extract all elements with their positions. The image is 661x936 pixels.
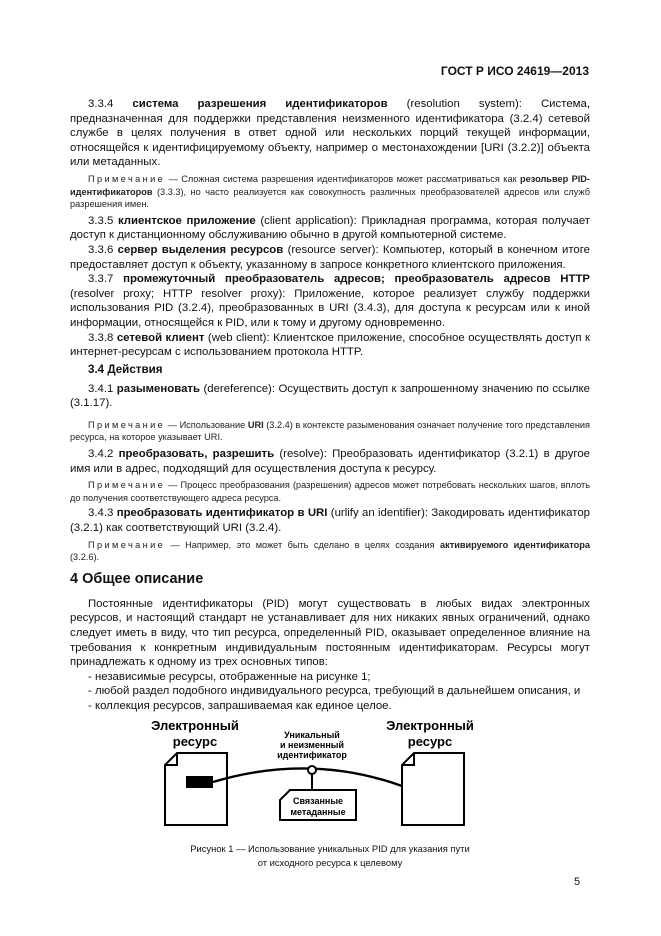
term: сетевой клиент (116, 331, 205, 344)
definition-3-4-3 (70, 506, 590, 535)
general-description-paragraph: Постоянные идентификаторы (PID) могут существовать в любых видах электронных ресурсов, и настоящий стандарт не устанавливает для них никаких явных ограничений, однако следует иметь в виду, что тип ресурса, определенный PID, оказывает определенное влияние на требования к конкретным индивидуальным постоянным идентификаторам. Ресурсы могут принадлежать к одному из трех основных типов: (70, 597, 590, 669)
clause-number: 3.4.3 (88, 507, 114, 520)
definition-3-3-5 (70, 214, 590, 243)
note-text: (3.3.3), но часто реализуется как совокупность различных преобразователей адресов или служб разрешения имен. (70, 186, 590, 210)
pid-node-icon (308, 766, 316, 774)
figure-caption (140, 842, 520, 870)
note-term: URI (247, 419, 264, 430)
source-identifier-block (186, 776, 213, 788)
note-text: — Использование (165, 419, 248, 430)
term: клиентское приложение (117, 214, 256, 227)
source-document-icon (165, 753, 227, 825)
term: преобразовать идентификатор в URI (116, 507, 328, 520)
definition-3-3-6 (70, 243, 590, 272)
clause-number: 3.3.8 (88, 331, 114, 344)
metadata-label: Связанные (292, 795, 344, 806)
note-1 (70, 173, 590, 211)
term: разыменовать (116, 382, 200, 395)
note-text: — Процесс преобразования (разрешения) адресов может потребовать нескольких шагов, вплоть до получения соответствующего адреса ресурса. (70, 480, 590, 503)
definition-text: (dereference): Осуществить доступ к запрошенному значению по ссылке (3.1.17). (70, 382, 590, 410)
caption-line: от исходного ресурса к целевому (257, 856, 403, 868)
clause-number: 3.4.1 (88, 382, 114, 395)
figure-1-diagram (130, 714, 480, 838)
section-heading-3-4: 3.4 Действия (88, 362, 163, 376)
note-text: — Например, это может быть сделано в целях создания (165, 539, 440, 550)
caption-line: Рисунок 1 — Использование уникальных PID для указания пути (190, 842, 470, 854)
definition-text: (resource server): Компьютер, который в конечном итоге предоставляет доступ к объекту, указанному в запросе конкретного клиентского приложения. (70, 243, 590, 271)
term: сервер выделения ресурсов (117, 243, 284, 256)
section-heading-4: 4 Общее описание (70, 570, 204, 587)
definition-text: (resolution system): Система, предназначенная для поддержки представления неизменного идентификатора (3.2.4) сетевой службе в целях получения в ответ одной или нескольких порций текущей информации, относящейся к идентифицируемому объекту, например о местонахождении [URI (3.2.2)] объекта или метаданных. (70, 98, 590, 169)
clause-number: 3.3.7 (88, 273, 114, 286)
identifier-label: и неизменный (279, 739, 345, 750)
note-label: Примечание (88, 539, 166, 550)
list-item: - коллекция ресурсов, запрашиваемая как единое целое. (88, 699, 392, 712)
definition-text: (client application): Прикладная программа, которая получает доступ к дистанционному обслуживанию обычно в другой компьютерной системе. (70, 214, 591, 242)
document-header: ГОСТ Р ИСО 24619—2013 (440, 64, 589, 78)
metadata-label: метаданные (290, 806, 346, 817)
note-2 (70, 419, 590, 444)
definition-text: (resolve): Преобразовать идентификатор (3.2.1) в другое имя или в адрес, подходящий для осуществления доступа к ресурсу. (70, 448, 590, 475)
clause-number: 3.4.2 (88, 448, 114, 461)
identifier-label: Уникальный (284, 729, 340, 740)
note-3 (70, 479, 590, 504)
term: система разрешения идентификаторов (132, 98, 388, 110)
note-label: Примечание (88, 419, 166, 430)
definition-3-3-7 (70, 272, 590, 330)
note-text: (3.2.6). (70, 552, 100, 563)
left-resource-label: Электронный (151, 717, 239, 733)
list-item: - любой раздел подобного индивидуального ресурса, требующий в дальнейшем описания, и (88, 685, 581, 698)
target-document-icon (402, 753, 464, 825)
document-body (70, 97, 590, 870)
clause-number: 3.3.6 (88, 243, 114, 256)
note-term: активируемого идентификатора (439, 539, 590, 550)
left-resource-label: ресурс (172, 733, 218, 749)
definition-3-3-4 (70, 97, 590, 170)
note-label: Примечание (88, 480, 166, 491)
note-4 (70, 539, 590, 564)
term: преобразовать, разрешить (118, 448, 275, 461)
page-number: 5 (574, 876, 581, 888)
identifier-label: идентификатор (277, 749, 347, 760)
clause-number: 3.3.4 (88, 98, 114, 110)
definition-3-4-1 (70, 382, 590, 411)
definition-text: (resolver proxy; HTTP resolver proxy): Приложение, которое реализует службу поддержки использования PID (3.2.4), преобразованных в URI (3.4.3), для доступа к ресурсам или к иной информации, относящейся к PID, или к тому и другому одновременно. (70, 287, 590, 329)
definition-3-3-8 (70, 331, 590, 360)
right-resource-label: Электронный (386, 717, 474, 733)
definition-text: (web client): Клиентское приложение, способное осуществлять доступ к интернет-ресурсам с использованием протокола HTTP. (70, 331, 590, 359)
definition-text: (urlify an identifier): Закодировать идентификатор (3.2.1) как соответствующий URI (3.2.4). (70, 507, 590, 535)
note-text: — Сложная система разрешения идентификаторов может рассматриваться как (165, 173, 521, 184)
note-term: резольвер PID-идентификаторов (70, 173, 590, 197)
definition-3-4-2 (70, 447, 590, 476)
right-resource-label: ресурс (407, 733, 453, 749)
note-text: (3.2.4) в контексте разыменования означает получение того представления ресурса, на которое указывает URI. (70, 419, 590, 443)
note-label: Примечание (88, 173, 166, 184)
list-item: - независимые ресурсы, отображенные на рисунке 1; (88, 670, 371, 683)
term: промежуточный преобразователь адресов; преобразователь адресов HTTP (123, 273, 590, 286)
clause-number: 3.3.5 (88, 214, 114, 227)
